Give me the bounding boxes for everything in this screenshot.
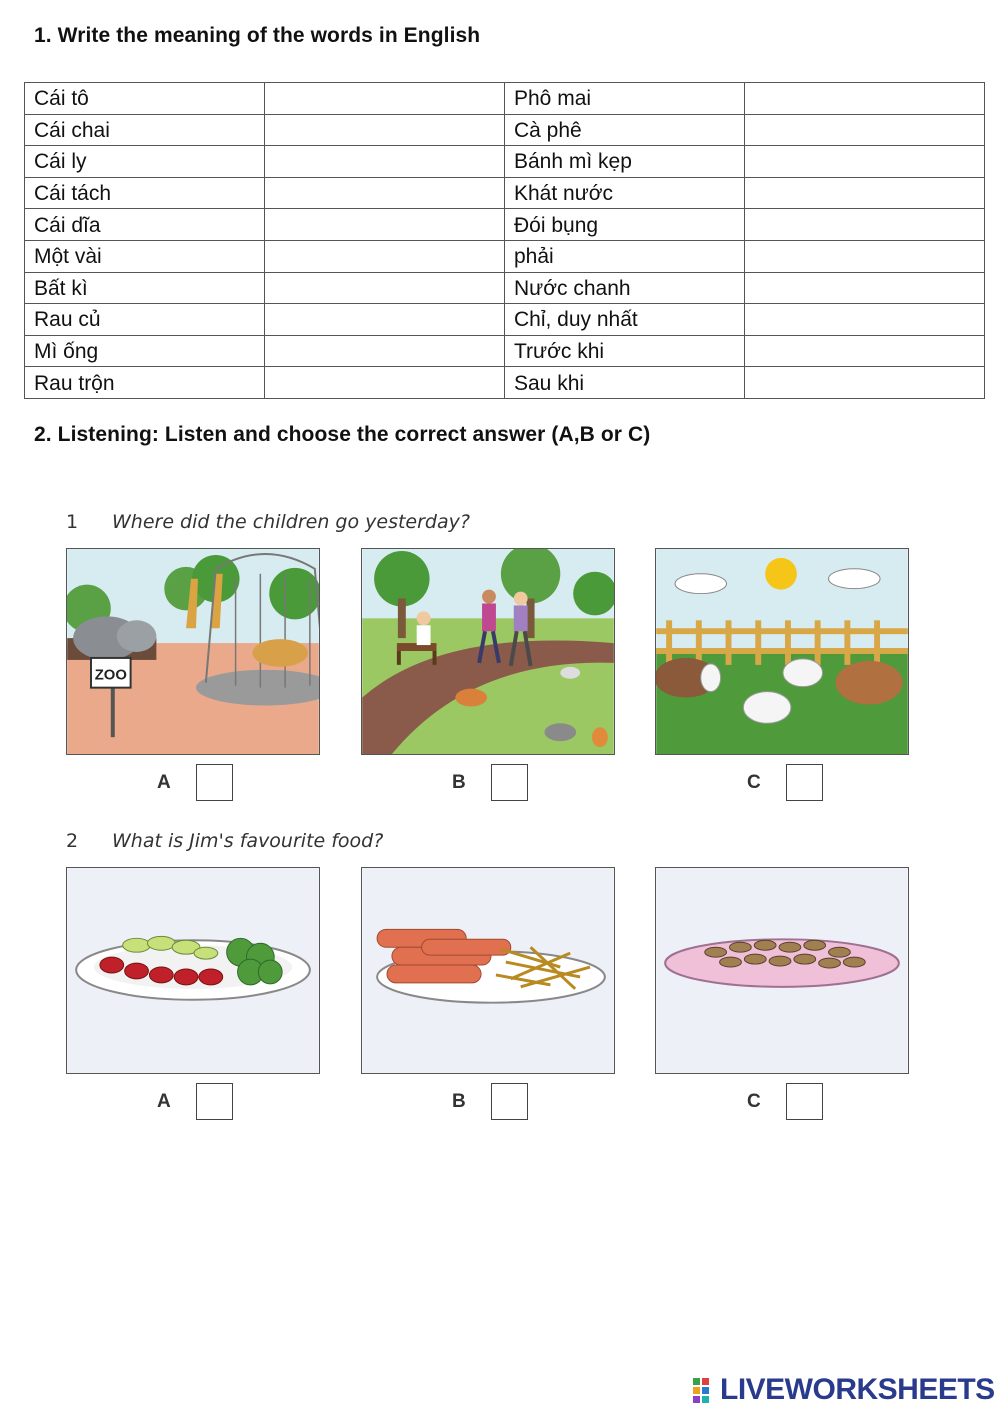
vietnamese-word: Trước khi	[505, 335, 745, 367]
english-answer-field[interactable]	[745, 114, 985, 146]
vocab-row	[25, 146, 985, 178]
english-answer-field[interactable]	[265, 304, 505, 336]
salad-picture	[66, 867, 320, 1074]
english-answer-field[interactable]	[265, 177, 505, 209]
zoo-picture	[66, 548, 320, 755]
park-picture	[361, 548, 615, 755]
english-answer-field[interactable]	[265, 367, 505, 399]
vietnamese-word: Khát nước	[505, 177, 745, 209]
answer-checkbox-q2-a[interactable]	[196, 1083, 233, 1120]
english-answer-field[interactable]	[265, 209, 505, 241]
vietnamese-word: Cái tô	[25, 83, 265, 115]
vietnamese-word: Phô mai	[505, 83, 745, 115]
answer-checkbox-q1-a[interactable]	[196, 764, 233, 801]
english-answer-field[interactable]	[265, 272, 505, 304]
english-answer-field[interactable]	[265, 335, 505, 367]
option-label: A	[157, 1091, 171, 1112]
english-answer-field[interactable]	[745, 146, 985, 178]
english-answer-field[interactable]	[745, 272, 985, 304]
question-text: What is Jim's favourite food?	[112, 830, 384, 852]
vocab-row	[25, 209, 985, 241]
english-answer-field[interactable]	[265, 114, 505, 146]
vietnamese-word: Rau củ	[25, 304, 265, 336]
vietnamese-word: Cà phê	[505, 114, 745, 146]
vocab-row	[25, 114, 985, 146]
section-1-title: 1. Write the meaning of the words in English	[34, 24, 481, 47]
option-label: B	[452, 772, 466, 793]
option-label: C	[747, 1091, 761, 1112]
english-answer-field[interactable]	[265, 83, 505, 115]
question-number: 1	[66, 511, 79, 533]
vietnamese-word: Bánh mì kẹp	[505, 146, 745, 178]
vietnamese-word: Bất kì	[25, 272, 265, 304]
vocab-row	[25, 240, 985, 272]
vietnamese-word: Chỉ, duy nhất	[505, 304, 745, 336]
english-answer-field[interactable]	[745, 367, 985, 399]
vietnamese-word: phải	[505, 240, 745, 272]
question-number: 2	[66, 830, 79, 852]
english-answer-field[interactable]	[745, 209, 985, 241]
english-answer-field[interactable]	[265, 146, 505, 178]
liveworksheets-logo-icon	[692, 1376, 718, 1404]
vietnamese-word: Nước chanh	[505, 272, 745, 304]
vocab-row	[25, 335, 985, 367]
vietnamese-word: Cái chai	[25, 114, 265, 146]
vietnamese-word: Đói bụng	[505, 209, 745, 241]
english-answer-field[interactable]	[745, 177, 985, 209]
vocab-row	[25, 272, 985, 304]
answer-checkbox-q2-b[interactable]	[491, 1083, 528, 1120]
vocab-row	[25, 367, 985, 399]
vietnamese-word: Cái dĩa	[25, 209, 265, 241]
vietnamese-word: Mì ống	[25, 335, 265, 367]
vocab-row	[25, 177, 985, 209]
english-answer-field[interactable]	[265, 240, 505, 272]
question-text: Where did the children go yesterday?	[112, 511, 470, 533]
pasta-picture	[655, 867, 909, 1074]
vietnamese-word: Cái ly	[25, 146, 265, 178]
vietnamese-word: Cái tách	[25, 177, 265, 209]
english-answer-field[interactable]	[745, 83, 985, 115]
vietnamese-word: Rau trộn	[25, 367, 265, 399]
english-answer-field[interactable]	[745, 335, 985, 367]
question-1	[66, 511, 470, 533]
zoo-sign-text: ZOO	[94, 667, 127, 684]
answer-checkbox-q1-b[interactable]	[491, 764, 528, 801]
english-answer-field[interactable]	[745, 240, 985, 272]
option-label: C	[747, 772, 761, 793]
logo-text: LIVEWORKSHEETS	[720, 1373, 995, 1406]
option-label: B	[452, 1091, 466, 1112]
sausages-chips-picture	[361, 867, 615, 1074]
vocab-table	[24, 82, 985, 399]
vocab-row	[25, 304, 985, 336]
vietnamese-word: Một vài	[25, 240, 265, 272]
option-label: A	[157, 772, 171, 793]
section-2-title: 2. Listening: Listen and choose the correct answer (A,B or C)	[34, 423, 651, 446]
vietnamese-word: Sau khi	[505, 367, 745, 399]
question-2	[66, 830, 383, 852]
answer-checkbox-q2-c[interactable]	[786, 1083, 823, 1120]
vocab-row	[25, 83, 985, 115]
answer-checkbox-q1-c[interactable]	[786, 764, 823, 801]
english-answer-field[interactable]	[745, 304, 985, 336]
liveworksheets-logo	[692, 1373, 995, 1407]
farm-picture	[655, 548, 909, 755]
